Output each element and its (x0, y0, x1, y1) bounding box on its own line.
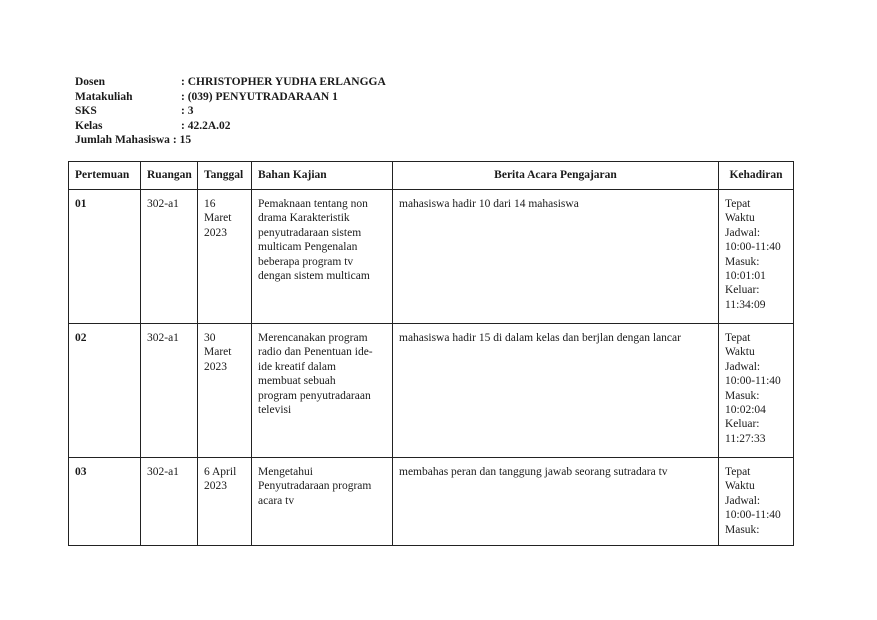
bahan-line: drama Karakteristik (258, 212, 350, 225)
column-header-kehadiran: Kehadiran (719, 162, 794, 190)
header-value: : 42.2A.02 (181, 119, 231, 132)
kehadiran-line: Jadwal: (725, 226, 761, 239)
cell-tanggal (198, 190, 252, 324)
kehadiran-line: 11:34:09 (725, 298, 766, 311)
course-header (75, 75, 386, 148)
kehadiran-line: 10:00-11:40 (725, 241, 781, 254)
bahan-line: Merencanakan program (258, 332, 368, 344)
column-header-ruangan: Ruangan (141, 162, 198, 190)
tanggal-line: Maret (204, 346, 232, 359)
cell-bahan-kajian (252, 190, 393, 324)
bahan-line: ide kreatif dalam (258, 360, 336, 373)
header-label: Matakuliah (75, 90, 133, 103)
kehadiran-line: Tepat (725, 332, 751, 344)
header-label: SKS (75, 105, 97, 117)
cell-tanggal (198, 324, 252, 458)
cell-berita-acara: mahasiswa hadir 15 di dalam kelas dan berjlan dengan lancar (393, 324, 719, 458)
kehadiran-line: 10:02:04 (725, 404, 766, 417)
kehadiran-line: 10:00-11:40 (725, 375, 781, 388)
cell-ruangan: 302-a1 (141, 458, 198, 546)
column-header-bahan-kajian: Bahan Kajian (252, 162, 393, 190)
kehadiran-line: 10:01:01 (725, 270, 766, 283)
tanggal-line: 16 (204, 198, 216, 210)
cell-kehadiran (719, 458, 794, 546)
cell-bahan-kajian (252, 324, 393, 458)
kehadiran-line: Masuk: (725, 255, 760, 268)
cell-bahan-kajian (252, 458, 393, 546)
kehadiran-line: Tepat (725, 198, 751, 210)
cell-kehadiran (719, 324, 794, 458)
column-header-pertemuan: Pertemuan (69, 162, 141, 190)
cell-tanggal (198, 458, 252, 546)
cell-ruangan: 302-a1 (141, 190, 198, 324)
tanggal-line: 30 (204, 332, 216, 344)
cell-pertemuan: 02 (69, 324, 141, 458)
header-row-matakuliah (75, 90, 386, 105)
header-label: Jumlah Mahasiswa (75, 134, 170, 146)
bahan-line: Pemaknaan tentang non (258, 198, 368, 210)
header-label: Kelas (75, 119, 103, 132)
header-label: Dosen (75, 76, 106, 88)
header-row-kelas (75, 119, 386, 134)
table-row (69, 458, 794, 546)
header-value: : CHRISTOPHER YUDHA ERLANGGA (181, 76, 386, 88)
kehadiran-line: Jadwal: (725, 360, 761, 373)
kehadiran-line: Keluar: (725, 284, 760, 297)
header-row-sks (75, 104, 386, 119)
tanggal-line: 2023 (204, 480, 227, 493)
column-header-berita-acara: Berita Acara Pengajaran (393, 162, 719, 190)
bahan-line: Penyutradaraan program (258, 480, 372, 493)
header-value: : (039) PENYUTRADARAAN 1 (181, 90, 338, 103)
table-row (69, 324, 794, 458)
header-row-jumlah-mahasiswa (75, 133, 386, 148)
kehadiran-line: Waktu (725, 480, 755, 493)
cell-kehadiran (719, 190, 794, 324)
kehadiran-line: Waktu (725, 346, 755, 359)
cell-ruangan: 302-a1 (141, 324, 198, 458)
header-row-dosen (75, 75, 386, 90)
cell-pertemuan: 03 (69, 458, 141, 546)
kehadiran-line: Keluar: (725, 418, 760, 431)
kehadiran-line: 10:00-11:40 (725, 509, 781, 522)
cell-pertemuan: 01 (69, 190, 141, 324)
kehadiran-line: 11:27:33 (725, 432, 766, 445)
bahan-line: Mengetahui (258, 466, 313, 478)
bahan-line: acara tv (258, 494, 295, 507)
cell-berita-acara: membahas peran dan tanggung jawab seorang sutradara tv (393, 458, 719, 546)
header-value: : 3 (181, 105, 194, 117)
bahan-line: program penyutradaraan (258, 389, 371, 402)
kehadiran-line: Jadwal: (725, 494, 761, 507)
berita-acara-table (68, 161, 794, 546)
kehadiran-line: Masuk: (725, 523, 760, 536)
tanggal-line: 2023 (204, 226, 227, 239)
header-value: : 15 (172, 134, 192, 146)
bahan-line: multicam Pengenalan (258, 241, 358, 254)
cell-berita-acara: mahasiswa hadir 10 dari 14 mahasiswa (393, 190, 719, 324)
column-header-tanggal: Tanggal (198, 162, 252, 190)
bahan-line: beberapa program tv (258, 255, 354, 268)
kehadiran-line: Tepat (725, 466, 751, 478)
tanggal-line: 2023 (204, 360, 227, 373)
kehadiran-line: Waktu (725, 212, 755, 225)
bahan-line: dengan sistem multicam (258, 270, 370, 283)
table-header-row (69, 162, 794, 190)
table-row (69, 190, 794, 324)
bahan-line: radio dan Penentuan ide- (258, 346, 373, 359)
kehadiran-line: Masuk: (725, 389, 760, 402)
bahan-line: penyutradaraan sistem (258, 226, 362, 239)
tanggal-line: 6 April (204, 466, 237, 478)
bahan-line: membuat sebuah (258, 375, 336, 388)
bahan-line: televisi (258, 404, 292, 417)
tanggal-line: Maret (204, 212, 232, 225)
